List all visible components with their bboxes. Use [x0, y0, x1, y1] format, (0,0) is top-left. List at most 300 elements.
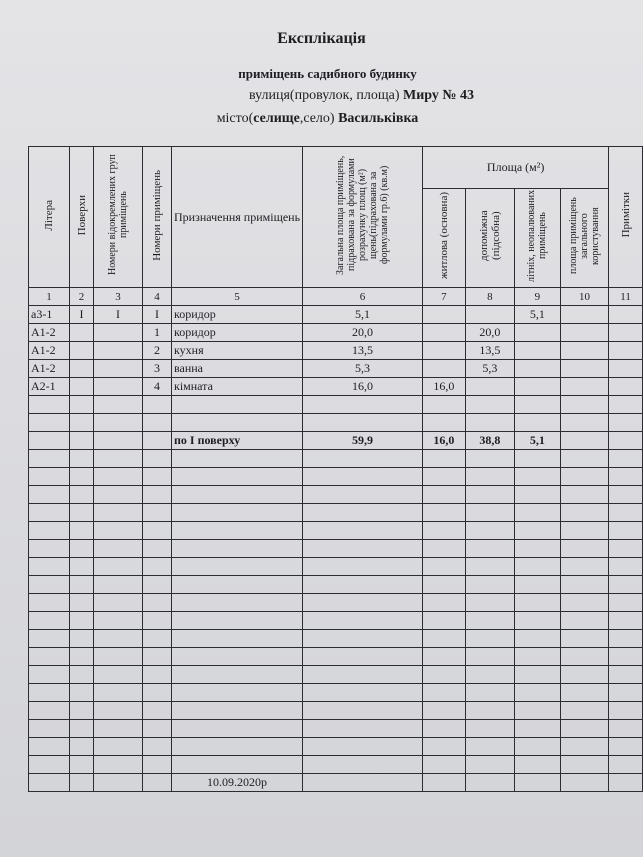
empty-cell	[93, 648, 142, 666]
cell-aux: 5,3	[465, 360, 514, 378]
empty-cell	[93, 756, 142, 774]
empty-cell	[142, 396, 171, 414]
empty-cell	[423, 612, 466, 630]
empty-cell	[514, 612, 560, 630]
empty-cell	[171, 630, 302, 648]
empty-cell	[93, 540, 142, 558]
column-number: 3	[93, 288, 142, 306]
empty-cell	[142, 486, 171, 504]
empty-cell	[70, 504, 94, 522]
column-number: 7	[423, 288, 466, 306]
cell-living	[423, 342, 466, 360]
empty-cell	[29, 504, 70, 522]
cell-aux: 20,0	[465, 324, 514, 342]
empty-cell	[142, 738, 171, 756]
empty-cell	[303, 684, 423, 702]
col-header-rooms: Номери приміщень	[142, 147, 171, 288]
empty-cell	[303, 576, 423, 594]
summary-row	[29, 432, 643, 450]
empty-row	[29, 720, 643, 738]
empty-cell	[29, 558, 70, 576]
cell-living: 16,0	[423, 378, 466, 396]
empty-cell	[93, 666, 142, 684]
empty-cell	[514, 774, 560, 792]
summary-living: 16,0	[423, 432, 466, 450]
city-label-bold: селище	[253, 111, 300, 126]
empty-cell	[93, 558, 142, 576]
empty-cell	[560, 450, 608, 468]
empty-cell	[609, 594, 643, 612]
empty-cell	[29, 702, 70, 720]
empty-cell	[142, 630, 171, 648]
document-date: 10.09.2020р	[171, 774, 302, 792]
empty-row	[29, 612, 643, 630]
col-header-area-group: Площа (м²)	[423, 147, 609, 189]
empty-cell	[514, 540, 560, 558]
empty-cell	[560, 396, 608, 414]
cell-common	[560, 306, 608, 324]
empty-cell	[609, 576, 643, 594]
empty-cell	[142, 594, 171, 612]
empty-cell	[171, 756, 302, 774]
empty-cell	[514, 702, 560, 720]
cell-notes	[609, 360, 643, 378]
empty-cell	[303, 522, 423, 540]
empty-cell	[609, 522, 643, 540]
empty-cell	[465, 684, 514, 702]
explication-table	[28, 146, 643, 792]
empty-cell	[93, 702, 142, 720]
cell-summer	[514, 324, 560, 342]
empty-cell	[142, 756, 171, 774]
cell-common	[560, 342, 608, 360]
empty-cell	[29, 396, 70, 414]
empty-cell	[171, 468, 302, 486]
empty-cell	[29, 540, 70, 558]
empty-cell	[465, 522, 514, 540]
empty-cell	[93, 594, 142, 612]
city-line	[0, 111, 639, 127]
empty-cell	[303, 702, 423, 720]
empty-cell	[142, 648, 171, 666]
empty-cell	[93, 504, 142, 522]
empty-cell	[609, 666, 643, 684]
column-number: 9	[514, 288, 560, 306]
empty-cell	[303, 540, 423, 558]
empty-cell	[171, 648, 302, 666]
empty-cell	[609, 558, 643, 576]
empty-cell	[142, 612, 171, 630]
empty-cell	[560, 486, 608, 504]
empty-cell	[303, 756, 423, 774]
cell-summer: 5,1	[514, 306, 560, 324]
empty-cell	[93, 576, 142, 594]
empty-cell	[29, 414, 70, 432]
empty-cell	[70, 450, 94, 468]
column-number-row	[29, 288, 643, 306]
empty-cell	[514, 414, 560, 432]
col-header-floors: Поверхи	[70, 147, 94, 288]
empty-cell	[142, 558, 171, 576]
empty-cell	[423, 720, 466, 738]
empty-cell	[142, 720, 171, 738]
cell-notes	[609, 342, 643, 360]
cell-group	[93, 378, 142, 396]
empty-cell	[560, 468, 608, 486]
col-header-common: площа приміщень загального користування	[560, 189, 608, 288]
cell-total: 13,5	[303, 342, 423, 360]
empty-row	[29, 702, 643, 720]
cell-total: 5,1	[303, 306, 423, 324]
empty-cell	[609, 720, 643, 738]
empty-cell	[303, 396, 423, 414]
empty-cell	[423, 576, 466, 594]
empty-cell	[609, 396, 643, 414]
empty-cell	[423, 774, 466, 792]
col-header-litera: Літера	[29, 147, 70, 288]
empty-cell	[465, 450, 514, 468]
empty-cell	[303, 774, 423, 792]
city-label-suffix: ,село)	[299, 111, 335, 126]
empty-cell	[465, 612, 514, 630]
document-subtitle: приміщень садибного будинку	[238, 66, 417, 81]
empty-cell	[423, 540, 466, 558]
street-label: вулиця(провулок, площа)	[249, 88, 400, 103]
empty-cell	[70, 774, 94, 792]
empty-cell	[560, 756, 608, 774]
empty-cell	[560, 558, 608, 576]
empty-cell	[171, 522, 302, 540]
empty-cell	[514, 738, 560, 756]
summary-total: 59,9	[303, 432, 423, 450]
empty-cell	[465, 774, 514, 792]
cell-aux	[465, 378, 514, 396]
empty-row	[29, 648, 643, 666]
empty-cell	[171, 450, 302, 468]
col-header-living: житлова (основна)	[423, 189, 466, 288]
table-row	[29, 360, 643, 378]
empty-cell	[29, 738, 70, 756]
empty-cell	[609, 540, 643, 558]
empty-cell	[70, 648, 94, 666]
empty-cell	[171, 612, 302, 630]
empty-cell	[171, 396, 302, 414]
cell-room: 3	[142, 360, 171, 378]
empty-cell	[560, 720, 608, 738]
empty-cell	[29, 432, 70, 450]
empty-cell	[514, 486, 560, 504]
empty-cell	[29, 648, 70, 666]
empty-cell	[514, 576, 560, 594]
empty-cell	[423, 666, 466, 684]
empty-cell	[93, 720, 142, 738]
empty-cell	[514, 558, 560, 576]
empty-cell	[609, 468, 643, 486]
empty-cell	[609, 630, 643, 648]
empty-cell	[560, 630, 608, 648]
empty-cell	[609, 756, 643, 774]
cell-floor	[70, 324, 94, 342]
empty-cell	[609, 450, 643, 468]
cell-notes	[609, 306, 643, 324]
empty-row	[29, 576, 643, 594]
empty-row	[29, 684, 643, 702]
empty-cell	[303, 450, 423, 468]
cell-aux: 13,5	[465, 342, 514, 360]
empty-cell	[303, 414, 423, 432]
empty-cell	[303, 558, 423, 576]
empty-cell	[560, 648, 608, 666]
cell-common	[560, 360, 608, 378]
empty-cell	[171, 720, 302, 738]
empty-cell	[171, 558, 302, 576]
empty-cell	[70, 720, 94, 738]
empty-row	[29, 414, 643, 432]
empty-cell	[171, 486, 302, 504]
empty-cell	[609, 738, 643, 756]
empty-cell	[423, 522, 466, 540]
cell-total: 20,0	[303, 324, 423, 342]
empty-cell	[423, 594, 466, 612]
empty-cell	[560, 540, 608, 558]
empty-cell	[70, 576, 94, 594]
cell-notes	[609, 324, 643, 342]
empty-row	[29, 666, 643, 684]
empty-cell	[142, 666, 171, 684]
column-number: 1	[29, 288, 70, 306]
empty-cell	[171, 684, 302, 702]
empty-cell	[142, 450, 171, 468]
cell-total: 5,3	[303, 360, 423, 378]
cell-litera: А1-2	[29, 360, 70, 378]
cell-summer	[514, 378, 560, 396]
empty-cell	[514, 648, 560, 666]
document-title: Експлікація	[277, 30, 366, 47]
empty-cell	[514, 594, 560, 612]
cell-total: 16,0	[303, 378, 423, 396]
empty-row	[29, 594, 643, 612]
empty-cell	[465, 540, 514, 558]
street-value: Миру № 43	[403, 88, 474, 103]
empty-cell	[93, 612, 142, 630]
cell-aux	[465, 306, 514, 324]
empty-cell	[93, 432, 142, 450]
cell-litera: а3-1	[29, 306, 70, 324]
table-row	[29, 342, 643, 360]
empty-cell	[93, 774, 142, 792]
cell-room: 2	[142, 342, 171, 360]
empty-cell	[303, 648, 423, 666]
empty-cell	[171, 666, 302, 684]
cell-group: I	[93, 306, 142, 324]
empty-cell	[93, 684, 142, 702]
empty-cell	[171, 414, 302, 432]
empty-cell	[70, 486, 94, 504]
empty-cell	[171, 738, 302, 756]
empty-cell	[303, 486, 423, 504]
cell-living	[423, 360, 466, 378]
empty-cell	[142, 684, 171, 702]
summary-aux: 38,8	[465, 432, 514, 450]
empty-cell	[609, 432, 643, 450]
empty-row	[29, 486, 643, 504]
summary-summer: 5,1	[514, 432, 560, 450]
empty-cell	[29, 666, 70, 684]
empty-cell	[142, 576, 171, 594]
empty-cell	[303, 504, 423, 522]
empty-cell	[29, 450, 70, 468]
cell-living	[423, 306, 466, 324]
empty-cell	[93, 468, 142, 486]
empty-row	[29, 558, 643, 576]
column-number: 11	[609, 288, 643, 306]
empty-cell	[560, 504, 608, 522]
cell-litera: А1-2	[29, 342, 70, 360]
empty-cell	[423, 684, 466, 702]
empty-cell	[303, 630, 423, 648]
empty-cell	[560, 576, 608, 594]
table-row	[29, 306, 643, 324]
column-number: 5	[171, 288, 302, 306]
empty-cell	[560, 594, 608, 612]
empty-cell	[423, 450, 466, 468]
empty-cell	[423, 630, 466, 648]
cell-room: 1	[142, 324, 171, 342]
empty-cell	[514, 450, 560, 468]
cell-room: I	[142, 306, 171, 324]
summary-purpose: по I поверху	[171, 432, 302, 450]
empty-cell	[465, 558, 514, 576]
cell-purpose: кухня	[171, 342, 302, 360]
empty-cell	[423, 702, 466, 720]
empty-cell	[29, 576, 70, 594]
empty-cell	[423, 558, 466, 576]
empty-cell	[29, 612, 70, 630]
cell-group	[93, 324, 142, 342]
empty-cell	[142, 432, 171, 450]
empty-cell	[560, 432, 608, 450]
empty-row	[29, 738, 643, 756]
empty-cell	[29, 774, 70, 792]
empty-cell	[171, 504, 302, 522]
col-header-notes: Примітки	[609, 147, 643, 288]
col-header-summer: літніх, неопалюваних приміщень	[514, 189, 560, 288]
empty-cell	[560, 414, 608, 432]
empty-cell	[29, 468, 70, 486]
empty-cell	[93, 630, 142, 648]
empty-cell	[560, 738, 608, 756]
empty-cell	[303, 666, 423, 684]
empty-cell	[70, 468, 94, 486]
empty-cell	[514, 504, 560, 522]
empty-cell	[609, 702, 643, 720]
empty-cell	[303, 594, 423, 612]
empty-cell	[303, 720, 423, 738]
empty-cell	[29, 522, 70, 540]
cell-floor	[70, 342, 94, 360]
cell-notes	[609, 378, 643, 396]
empty-cell	[465, 702, 514, 720]
empty-cell	[423, 648, 466, 666]
col-header-groups: Номери відокремлених груп приміщень	[93, 147, 142, 288]
empty-cell	[142, 702, 171, 720]
empty-cell	[465, 504, 514, 522]
empty-cell	[514, 396, 560, 414]
empty-cell	[142, 468, 171, 486]
cell-litera: А1-2	[29, 324, 70, 342]
empty-cell	[171, 576, 302, 594]
empty-cell	[423, 756, 466, 774]
column-number: 10	[560, 288, 608, 306]
empty-row	[29, 540, 643, 558]
empty-cell	[465, 576, 514, 594]
empty-cell	[70, 756, 94, 774]
empty-cell	[29, 486, 70, 504]
empty-cell	[171, 702, 302, 720]
empty-cell	[514, 684, 560, 702]
empty-cell	[423, 396, 466, 414]
column-number: 6	[303, 288, 423, 306]
empty-cell	[465, 756, 514, 774]
cell-litera: А2-1	[29, 378, 70, 396]
date-row	[29, 774, 643, 792]
empty-cell	[609, 774, 643, 792]
empty-cell	[465, 666, 514, 684]
empty-cell	[70, 540, 94, 558]
empty-cell	[465, 648, 514, 666]
empty-cell	[303, 468, 423, 486]
empty-cell	[514, 756, 560, 774]
empty-cell	[609, 414, 643, 432]
empty-cell	[560, 522, 608, 540]
empty-cell	[29, 630, 70, 648]
cell-group	[93, 342, 142, 360]
column-number: 4	[142, 288, 171, 306]
empty-cell	[560, 684, 608, 702]
empty-cell	[29, 594, 70, 612]
empty-cell	[142, 540, 171, 558]
empty-cell	[609, 684, 643, 702]
col-header-total-area: Загальна площа приміщень, підрахована за формулами розрахунку площ (м²) щень(підрахована за формулами гр.6) (кв.м)	[303, 147, 423, 288]
empty-cell	[303, 738, 423, 756]
empty-cell	[465, 720, 514, 738]
empty-cell	[423, 738, 466, 756]
empty-cell	[70, 594, 94, 612]
empty-cell	[560, 666, 608, 684]
empty-cell	[560, 702, 608, 720]
empty-cell	[609, 486, 643, 504]
empty-cell	[29, 756, 70, 774]
empty-cell	[93, 522, 142, 540]
empty-row	[29, 522, 643, 540]
table-row	[29, 324, 643, 342]
empty-cell	[70, 684, 94, 702]
empty-cell	[93, 414, 142, 432]
empty-cell	[465, 468, 514, 486]
empty-cell	[465, 414, 514, 432]
cell-floor: I	[70, 306, 94, 324]
empty-cell	[70, 522, 94, 540]
empty-cell	[29, 720, 70, 738]
col-header-aux: допоміжна (підсобна)	[465, 189, 514, 288]
empty-cell	[465, 486, 514, 504]
empty-cell	[423, 468, 466, 486]
empty-cell	[609, 612, 643, 630]
empty-row	[29, 504, 643, 522]
empty-row	[29, 630, 643, 648]
empty-cell	[70, 558, 94, 576]
empty-cell	[514, 468, 560, 486]
